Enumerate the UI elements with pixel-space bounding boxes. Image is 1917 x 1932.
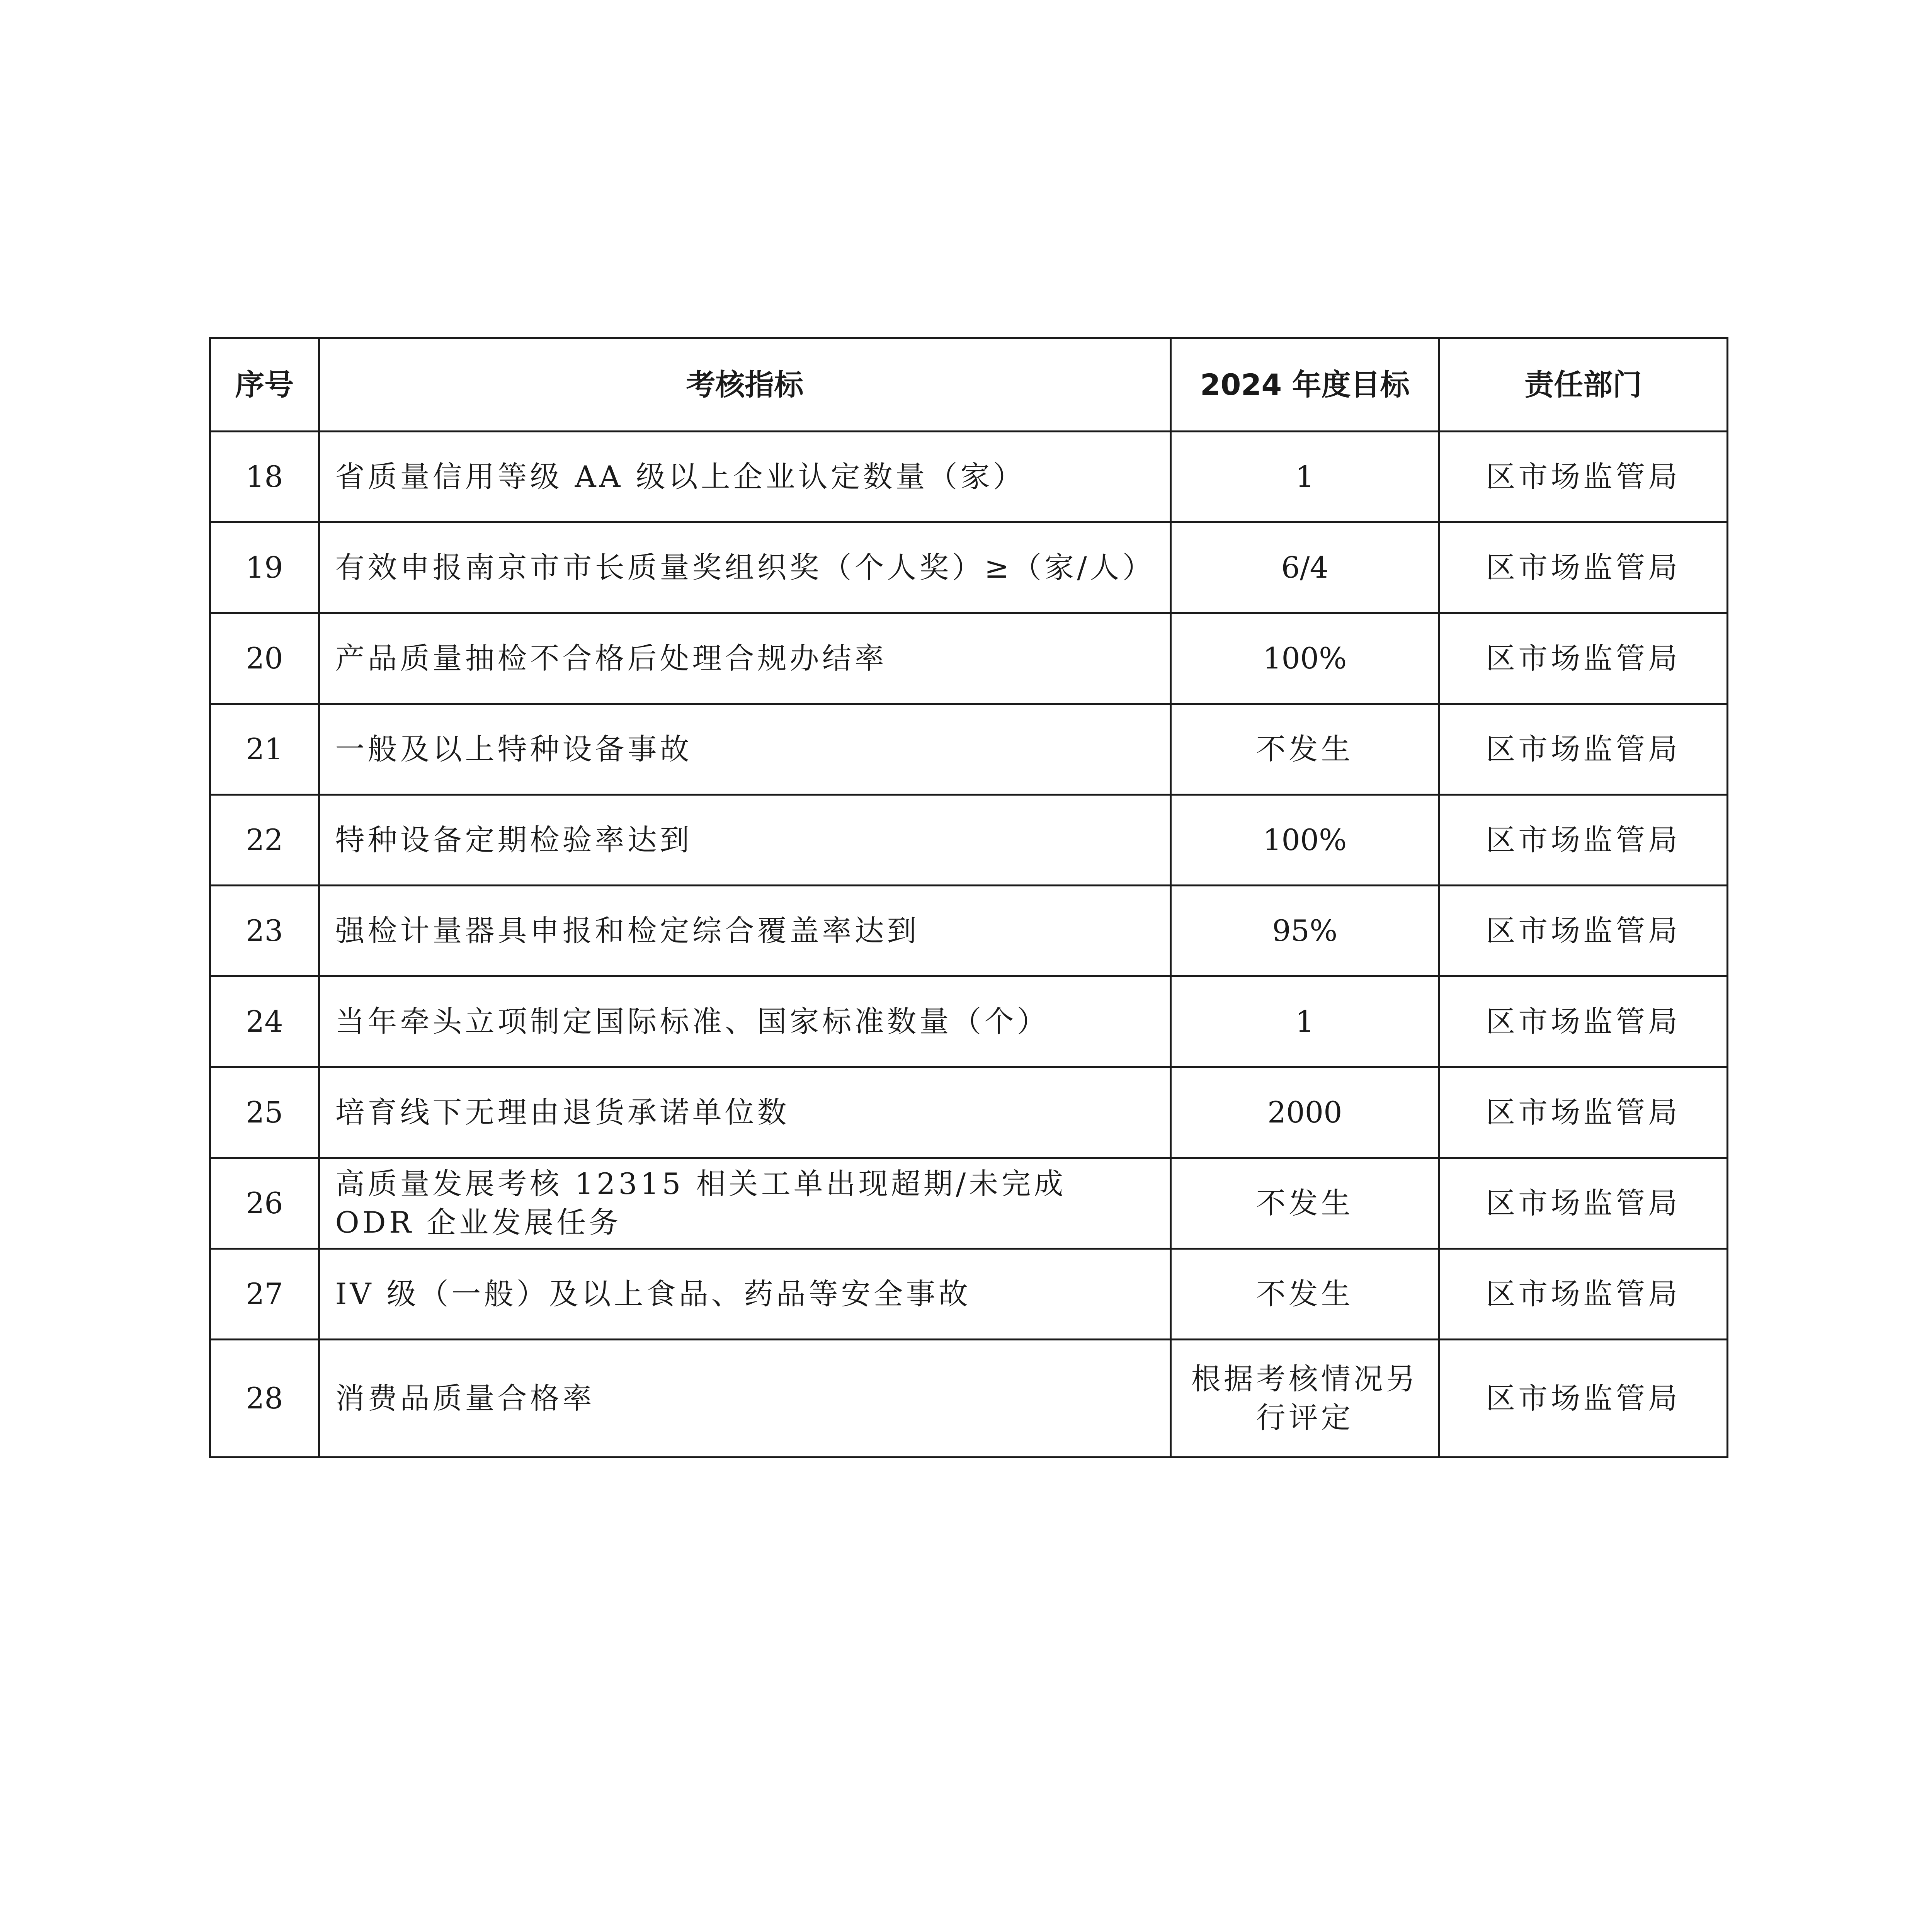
row-department: 区市场监管局 xyxy=(1439,1067,1728,1158)
row-num: 21 xyxy=(210,704,319,795)
row-target: 2000 xyxy=(1171,1067,1439,1158)
row-num: 27 xyxy=(210,1249,319,1340)
row-target: 6/4 xyxy=(1171,522,1439,613)
row-num: 22 xyxy=(210,795,319,886)
row-indicator: 高质量发展考核 12315 相关工单出现超期/未完成 ODR 企业发展任务 xyxy=(319,1158,1171,1249)
row-num: 28 xyxy=(210,1340,319,1458)
row-department: 区市场监管局 xyxy=(1439,522,1728,613)
row-department: 区市场监管局 xyxy=(1439,432,1728,522)
row-department: 区市场监管局 xyxy=(1439,704,1728,795)
indicator-table xyxy=(209,337,1728,1458)
table-header-row xyxy=(210,338,1728,432)
row-indicator: 强检计量器具申报和检定综合覆盖率达到 xyxy=(319,886,1171,976)
row-department: 区市场监管局 xyxy=(1439,1249,1728,1340)
row-department: 区市场监管局 xyxy=(1439,886,1728,976)
header-target: 2024 年度目标 xyxy=(1171,338,1439,432)
row-indicator: 特种设备定期检验率达到 xyxy=(319,795,1171,886)
row-department: 区市场监管局 xyxy=(1439,1158,1728,1249)
row-indicator: 一般及以上特种设备事故 xyxy=(319,704,1171,795)
row-target: 95% xyxy=(1171,886,1439,976)
table-row xyxy=(210,1067,1728,1158)
row-indicator: 当年牵头立项制定国际标准、国家标准数量（个） xyxy=(319,976,1171,1067)
table-row xyxy=(210,1249,1728,1340)
table-row xyxy=(210,432,1728,522)
row-num: 20 xyxy=(210,613,319,704)
table-row xyxy=(210,613,1728,704)
row-department: 区市场监管局 xyxy=(1439,1340,1728,1458)
row-indicator: 有效申报南京市市长质量奖组织奖（个人奖）≥（家/人） xyxy=(319,522,1171,613)
row-target: 1 xyxy=(1171,976,1439,1067)
row-target: 不发生 xyxy=(1171,1158,1439,1249)
row-indicator: IV 级（一般）及以上食品、药品等安全事故 xyxy=(319,1249,1171,1340)
table-row xyxy=(210,522,1728,613)
row-target: 根据考核情况另行评定 xyxy=(1171,1340,1439,1458)
row-num: 24 xyxy=(210,976,319,1067)
table-row xyxy=(210,1340,1728,1458)
header-department: 责任部门 xyxy=(1439,338,1728,432)
table-row xyxy=(210,886,1728,976)
table-row xyxy=(210,704,1728,795)
row-target: 1 xyxy=(1171,432,1439,522)
row-indicator: 消费品质量合格率 xyxy=(319,1340,1171,1458)
row-indicator: 产品质量抽检不合格后处理合规办结率 xyxy=(319,613,1171,704)
row-num: 26 xyxy=(210,1158,319,1249)
table-row xyxy=(210,976,1728,1067)
row-target: 100% xyxy=(1171,795,1439,886)
row-num: 19 xyxy=(210,522,319,613)
table-row xyxy=(210,795,1728,886)
row-num: 18 xyxy=(210,432,319,522)
row-indicator: 培育线下无理由退货承诺单位数 xyxy=(319,1067,1171,1158)
table-row xyxy=(210,1158,1728,1249)
row-indicator: 省质量信用等级 AA 级以上企业认定数量（家） xyxy=(319,432,1171,522)
row-target: 不发生 xyxy=(1171,704,1439,795)
header-num: 序号 xyxy=(210,338,319,432)
row-num: 23 xyxy=(210,886,319,976)
row-target: 不发生 xyxy=(1171,1249,1439,1340)
header-indicator: 考核指标 xyxy=(319,338,1171,432)
row-department: 区市场监管局 xyxy=(1439,795,1728,886)
row-department: 区市场监管局 xyxy=(1439,976,1728,1067)
row-target: 100% xyxy=(1171,613,1439,704)
row-department: 区市场监管局 xyxy=(1439,613,1728,704)
row-num: 25 xyxy=(210,1067,319,1158)
